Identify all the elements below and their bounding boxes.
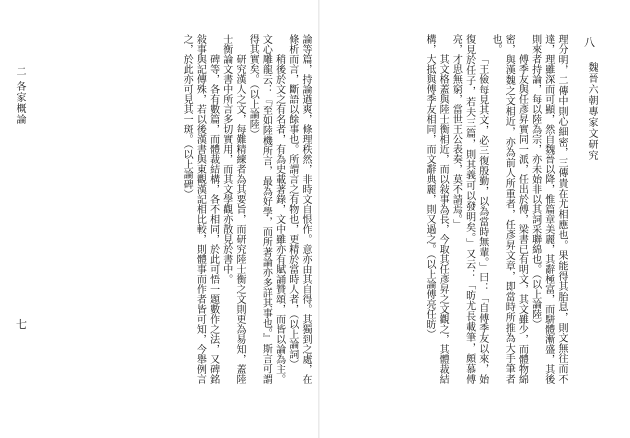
left-paragraph: 研究漢人之文，每難精練者為其要旨，而研究陸士衡之文則更為易知，蓋陸士衡論文書中所言多切實用，而其文學觀亦散見於書中。 xyxy=(220,34,245,384)
right-paragraph: 理分明，二傳中則心細密，三傳貴在尤相應也。果能得其胎息，則文無往而不達，理雖深而可顯，然自魏晉以降，惟篇章美麗，其辭極富，而駢體漸盛，其後則來者持論，每以陸為宗，亦未始非以其詞采聯綿也。（以上論陸） xyxy=(529,34,567,384)
left-body-text xyxy=(38,34,312,384)
right-body-text xyxy=(344,34,568,384)
left-paragraph: 稍後於文之有名者，有為史載著錄，文中雖亦有賦誦贊頌，而皆以論為主。文心雕龍云：『至如陸機所言，最為好學，而所著論亦多詳其事也。』斯言可謂得其實矣。（以上論陸） xyxy=(247,34,285,384)
right-running-header: 魏晉六朝專家文研究 xyxy=(586,62,597,161)
left-paragraph: 論等篇，持論遒爽，條理秩然，非時文自恨作。意亦由其自得。其獨到之處，在條析而言，斷語以餘事也。所謂言之有物也，更精於當時人者，（以上論詞） xyxy=(286,34,311,384)
right-page xyxy=(322,0,630,438)
left-page-number: 七 xyxy=(16,318,27,331)
right-paragraph: 其文格蓋與陸士衡相近，而以敍事為長，今取其任彥昇之文觀之，其體裁結構，大抵與傅季友相同，而文辭典麗，則又過之。（以上論傅亮任昉） xyxy=(423,34,449,384)
right-paragraph: 傅季友與任彥昇實同一派，任出於傅，梁書已有明文，其文雖少，而體物綿密，與漢魏之文相近，亦為前人所重者，任彥昇文章，即當時所推為大手筆者也。 xyxy=(489,34,528,384)
left-running-header: 二 各家概論 xyxy=(14,66,25,126)
right-page-number: 八 xyxy=(584,36,595,49)
right-paragraph: 「王儉每見其文，必三復殷勤，以為當時無輩。」曰：「自傅季友以來，始復見於任子，若夫三篇，則其義可以發明矣。」又云：「昉尤長載筆，頗慕傅亮，才思無窮，當世王公表奏，莫不請焉。」 xyxy=(450,34,488,384)
left-paragraph: 碑等，各有數篇，而體裁結構，各不相同，於此可悟一題數作之法，又碑銘敍事與記傳殊，若以後漢書與東觀漢記相比較，則體事而作者皆可知，今舉例言之，於此亦可見其一斑。（以上論碑） xyxy=(181,34,219,384)
book-gutter xyxy=(318,0,320,438)
